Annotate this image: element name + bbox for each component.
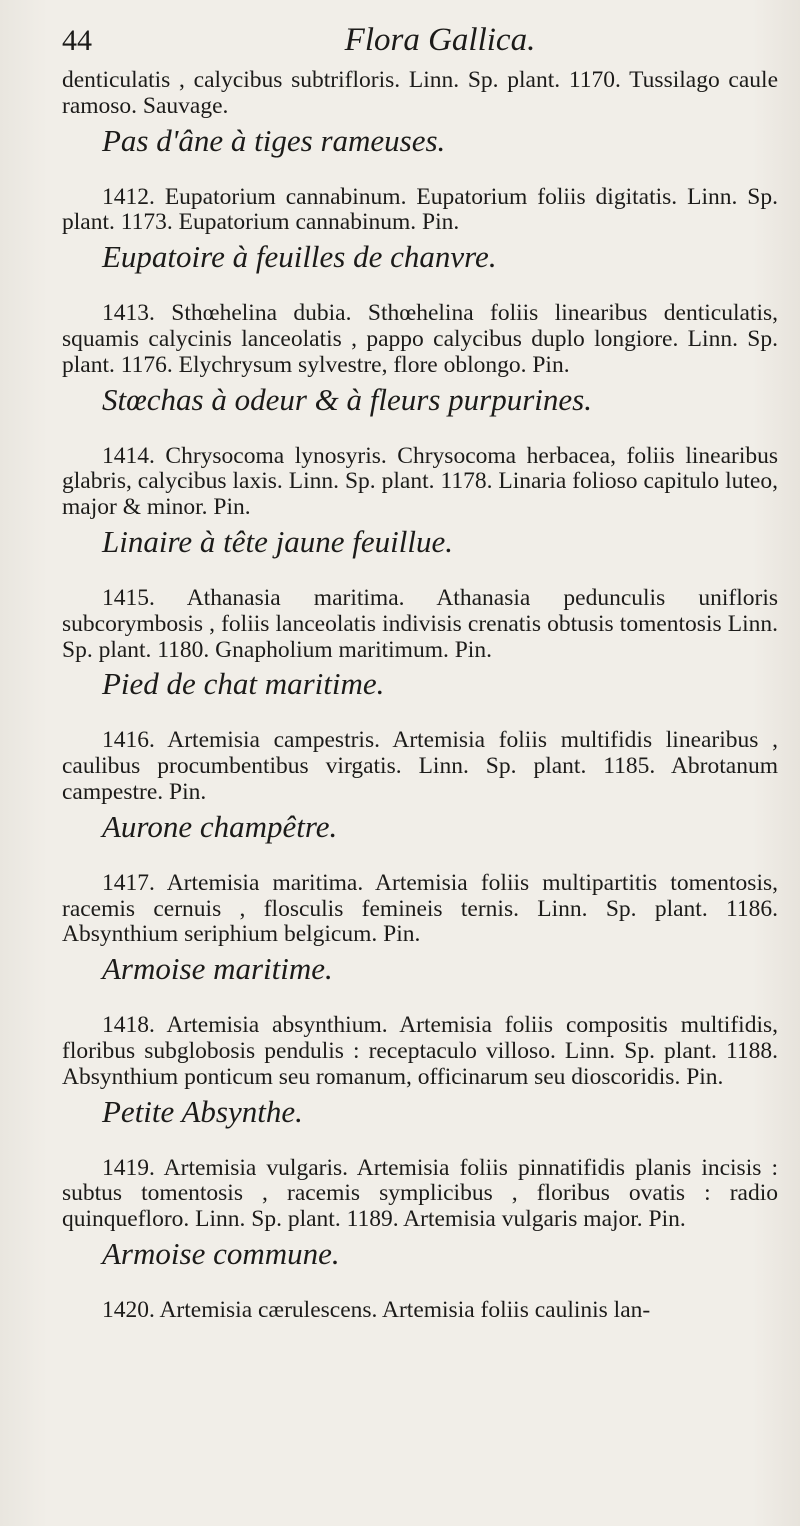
entry-text: 1414. Chrysocoma lynosyris. Chrysocoma herbacea, foliis linearibus glabris, calycibus laxis. Linn. Sp. plant. 1178. Linaria folioso capitulo luteo, major & minor. Pin. bbox=[62, 442, 778, 521]
entry-common-name: Pied de chat maritime. bbox=[102, 666, 385, 702]
entry-1419 bbox=[62, 1156, 778, 1272]
entry-common-name: Petite Absynthe. bbox=[102, 1093, 303, 1129]
entry-text: 1417. Artemisia maritima. Artemisia foliis multipartitis tomentosis, racemis cernuis , flosculis femineis ternis. Linn. Sp. plant. 1186. Absynthium seriphium belgicum. Pin. bbox=[62, 869, 778, 948]
entry-text: 1415. Athanasia maritima. Athanasia pedunculis unifloris subcorymbosis , foliis lanceolatis indivisis crenatis obtusis tomentosis Linn. Sp. plant. 1180. Gnapholium maritimum. Pin. bbox=[62, 584, 778, 663]
entry-text: denticulatis , calycibus subtrifloris. Linn. Sp. plant. 1170. Tussilago caule ramoso. Sauvage. bbox=[62, 67, 778, 119]
entry-common-name: Pas d'âne à tiges rameuses. bbox=[102, 122, 446, 158]
running-head bbox=[62, 20, 778, 68]
continued-entry bbox=[62, 68, 778, 159]
entry-text: 1419. Artemisia vulgaris. Artemisia foliis pinnatifidis planis incisis : subtus tomentosis , racemis symplicibus , floribus ovatis : radio quinquefloro. Linn. Sp. plant. 1189. Artemisia vulgaris major. Pin. bbox=[62, 1154, 778, 1233]
entry-1418 bbox=[62, 1013, 778, 1129]
entry-common-name: Aurone champêtre. bbox=[102, 808, 338, 844]
entry-common-name: Armoise commune. bbox=[102, 1235, 340, 1271]
entry-1417 bbox=[62, 871, 778, 987]
entry-common-name: Armoise maritime. bbox=[102, 951, 333, 987]
entry-1414 bbox=[62, 444, 778, 560]
page-number: 44 bbox=[62, 24, 92, 57]
entry-common-name: Stœchas à odeur & à fleurs purpurines. bbox=[102, 381, 592, 417]
entry-1420 bbox=[62, 1298, 778, 1324]
entry-1413 bbox=[62, 301, 778, 417]
entry-common-name: Linaire à tête jaune feuillue. bbox=[102, 523, 453, 559]
entry-1412 bbox=[62, 185, 778, 276]
entry-common-name: Eupatoire à feuilles de chanvre. bbox=[102, 239, 497, 275]
running-title: Flora Gallica. bbox=[344, 22, 536, 58]
entry-text: 1420. Artemisia cærulescens. Artemisia foliis caulinis lan- bbox=[102, 1296, 651, 1323]
entry-text: 1413. Sthœhelina dubia. Sthœhelina foliis linearibus denticulatis, squamis calycinis lanceolatis , pappo calycibus duplo longiore. Linn. Sp. plant. 1176. Elychrysum sylvestre, flore oblongo. Pin. bbox=[62, 300, 778, 378]
entry-text: 1418. Artemisia absynthium. Artemisia foliis compositis multifidis, floribus subglobosis pendulis : receptaculo villoso. Linn. Sp. plant. 1188. Absynthium ponticum seu romanum, officinarum seu dioscoridis. Pin. bbox=[62, 1012, 778, 1090]
entry-text: 1416. Artemisia campestris. Artemisia foliis multifidis linearibus , caulibus procumbentibus virgatis. Linn. Sp. plant. 1185. Abrotanum campestre. Pin. bbox=[62, 727, 778, 805]
entry-1416 bbox=[62, 728, 778, 844]
entry-1415 bbox=[62, 586, 778, 702]
entry-text: 1412. Eupatorium cannabinum. Eupatorium foliis digitatis. Linn. Sp. plant. 1173. Eupatorium cannabinum. Pin. bbox=[62, 183, 778, 236]
